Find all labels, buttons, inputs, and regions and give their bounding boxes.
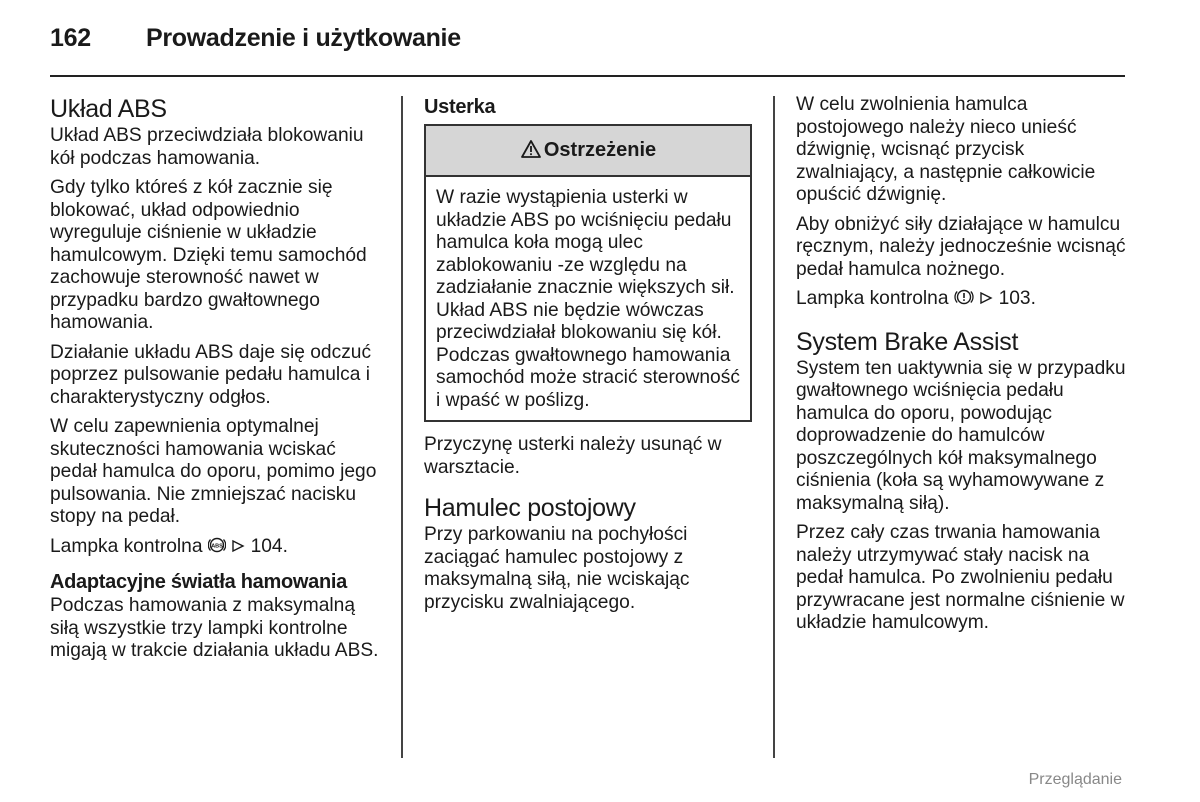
warning-triangle-icon [520, 139, 542, 162]
abs-warning-lamp-icon [208, 536, 231, 557]
brake-warning-lamp-icon [954, 288, 979, 309]
warning-title: Ostrzeżenie [543, 139, 657, 162]
parking-brake-heading: Hamulec postojowy [424, 494, 636, 522]
page-number: 162 [50, 24, 91, 52]
release-paragraph: W celu zwolnienia hamulca postojowego należy nieco unieść dźwignię, wcisnąć przycisk zwalniający, a następnie całkowicie opuścić dźwignię. [796, 94, 1096, 205]
column-3 [796, 94, 1130, 642]
warning-body: W razie wystąpienia usterki w układzie ABS po wciśnięciu pedału hamulca koła mogą ulec zablokowaniu -ze względu na zadziałanie znacznie większych sił. Układ ABS nie będzie wówczas przeciwdziałał blokowaniu się kół. Podczas gwałtownego hamowania samochód może stracić sterowność i wpaść w poślizg. [436, 187, 740, 411]
arrow-reference-icon [979, 288, 998, 309]
brake-assist-heading: System Brake Assist [796, 327, 1019, 356]
abs-paragraph-1: Układ ABS przeciwdziała blokowaniu kół podczas hamowania. [50, 125, 364, 169]
parking-paragraph: Przy parkowaniu na pochyłości zaciągać hamulec postojowy z maksymalną siłą, nie wciskając przycisku zwalniającego. [424, 524, 690, 613]
adaptive-brake-lights-heading: Adaptacyjne światła hamowania [50, 571, 347, 593]
brake-lamp-reference [796, 288, 1130, 311]
abs-lamp-reference [50, 536, 384, 559]
lamp-label: Lampka kontrolna [796, 288, 949, 309]
abs-paragraph-3: Działanie układu ABS daje się odczuć poprzez pulsowanie pedału hamulca i charakterystyczny odgłos. [50, 341, 372, 408]
column-2 [424, 94, 752, 621]
page-header [50, 24, 461, 53]
fault-heading: Usterka [424, 96, 496, 118]
lamp-page-ref[interactable]: 103. [998, 288, 1036, 309]
abs-paragraph-4: W celu zapewnienia optymalnej skuteczności hamowania wciskać pedał hamulca do oporu, pomimo jego pulsowania. Nie zmniejszać nacisku stopy na pedał. [50, 416, 377, 527]
fault-paragraph: Przyczynę usterki należy usunąć w warsztacie. [424, 434, 722, 478]
adaptive-paragraph: Podczas hamowania z maksymalną siłą wszystkie trzy lampki kontrolne migają w trakcie działania układu ABS. [50, 595, 379, 661]
brake-assist-paragraph-2: Przez cały czas trwania hamowania należy utrzymywać stały nacisk na pedał hamulca. Po zwolnieniu pedału przywracane jest normalne ciśnienie w układzie hamulcowym. [796, 522, 1125, 633]
header-rule [50, 75, 1125, 77]
page-title: Prowadzenie i użytkowanie [146, 24, 461, 52]
column-divider-1 [401, 96, 403, 758]
lamp-page-ref[interactable]: 104. [250, 535, 288, 557]
lamp-label: Lampka kontrolna [50, 535, 203, 557]
footer-watermark: Przeglądanie [1028, 771, 1122, 788]
column-divider-2 [773, 96, 775, 758]
abs-heading: Układ ABS [50, 95, 167, 123]
abs-paragraph-2: Gdy tylko któreś z kół zacznie się blokować, układ odpowiednio wyreguluje ciśnienie w układzie hamulcowym. Dzięki temu samochód zachowuje sterowność nawet w przypadku bardzo gwałtownego hamowania. [50, 177, 367, 333]
warning-header [426, 126, 750, 177]
column-1 [50, 94, 384, 670]
brake-assist-paragraph-1: System ten uaktywnia się w przypadku gwałtownego wciśnięcia pedału hamulca do oporu, powodując doprowadzenie do hamulców poszczególnych kół maksymalnego ciśnienia (koła są wyhamowywane z maksymalną siłą). [796, 357, 1126, 514]
warning-box [424, 124, 752, 422]
svg-text:ABS: ABS [211, 542, 223, 549]
handbrake-force-paragraph: Aby obniżyć siły działające w hamulcu ręcznym, należy jednocześnie wcisnąć pedał hamulca nożnego. [796, 213, 1126, 280]
arrow-reference-icon [231, 536, 250, 557]
